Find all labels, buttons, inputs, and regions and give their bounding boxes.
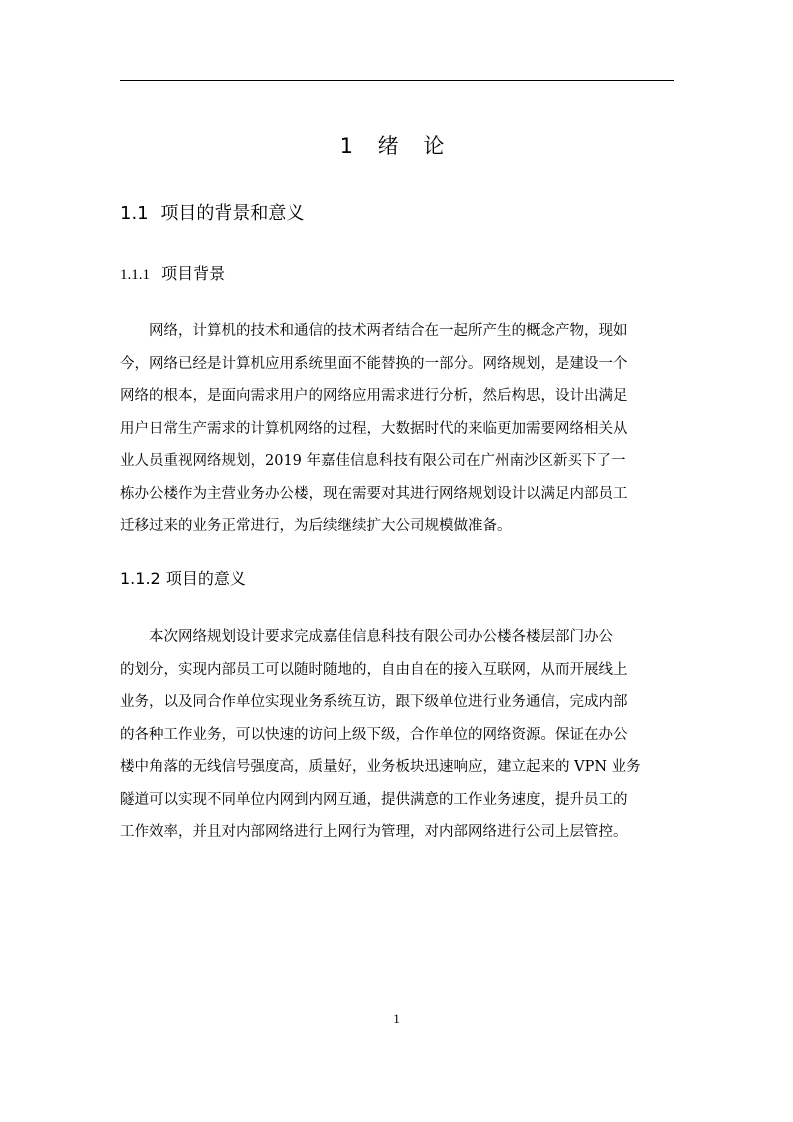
paragraph-line: 网络的根本，是面向需求用户的网络应用需求进行分析，然后构思，设计出满足 bbox=[120, 388, 628, 404]
paragraph-line: 业人员重视网络规划，2019 年嘉佳信息科技有限公司在广州南沙区新买下了一 bbox=[120, 453, 626, 469]
paragraph-line: 业务，以及同合作单位实现业务系统互访，跟下级单位进行业务通信，完成内部 bbox=[120, 694, 628, 710]
paragraph-background bbox=[120, 315, 676, 543]
subsection-number: 1.1.2 bbox=[120, 569, 161, 588]
paragraph-line: 用户日常生产需求的计算机网络的过程，大数据时代的来临更加需要网络相关从 bbox=[120, 420, 628, 437]
page-number: 1 bbox=[393, 1011, 400, 1026]
paragraph-line: 栋办公楼作为主营业务办公楼，现在需要对其进行网络规划设计以满足内部员工 bbox=[120, 485, 628, 502]
header-rule bbox=[120, 80, 674, 81]
paragraph-significance bbox=[120, 621, 676, 849]
subsection-title: 项目背景 bbox=[161, 264, 226, 283]
subsection-heading-background bbox=[120, 261, 225, 284]
subsection-heading-significance bbox=[120, 566, 246, 589]
paragraph-line: 的各种工作业务，可以快速的访问上级下级，合作单位的网络资源。保证在办公 bbox=[120, 726, 628, 743]
paragraph-line: 楼中角落的无线信号强度高，质量好，业务板块迅速响应，建立起来的 VPN 业务 bbox=[120, 759, 641, 775]
subsection-title: 项目的意义 bbox=[165, 569, 246, 588]
paragraph-line: 本次网络规划设计要求完成嘉佳信息科技有限公司办公楼各楼层部门办公 bbox=[149, 629, 613, 645]
paragraph-line: 工作效率，并且对内部网络进行上网行为管理，对内部网络进行公司上层管控。 bbox=[120, 824, 628, 840]
paragraph-line: 网络，计算机的技术和通信的技术两者结合在一起所产生的概念产物，现如 bbox=[149, 323, 628, 339]
paragraph-line: 的划分，实现内部员工可以随时随地的，自由自在的接入互联网，从而开展线上 bbox=[120, 661, 628, 678]
paragraph-line: 今，网络已经是计算机应用系统里面不能替换的一部分。网络规划，是建设一个 bbox=[120, 355, 628, 372]
subsection-number: 1.1.1 bbox=[120, 267, 150, 283]
chapter-title: 1 绪 论 bbox=[339, 134, 454, 158]
section-number: 1.1 bbox=[120, 203, 149, 224]
section-heading bbox=[120, 199, 304, 225]
paragraph-line: 迁移过来的业务正常进行，为后续继续扩大公司规模做准备。 bbox=[120, 518, 512, 534]
section-title: 项目的背景和意义 bbox=[160, 203, 305, 224]
paragraph-line: 隧道可以实现不同单位内网到内网互通，提供满意的工作业务速度，提升员工的 bbox=[120, 791, 628, 808]
